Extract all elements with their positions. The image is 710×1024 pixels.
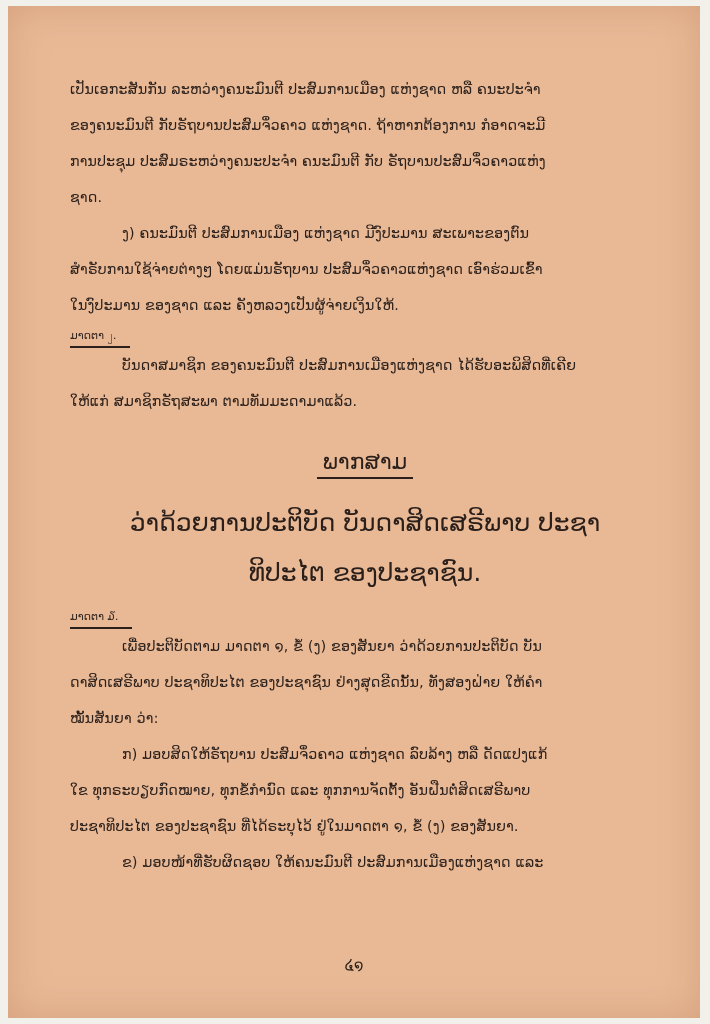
text-line: ເພື່ອປະຕິບັດຕາມ ມາດຕາ ໑, ຂໍ້ (ງ) ຂອງສັນຍາ ວ່າດ້ວຍການປະຕິບັດ ບັນ	[122, 639, 542, 655]
text-line: ການປະຊຸມ ປະສົມຣະຫວ່າງຄນະປະຈຳ ຄນະມົນຕີ ກັບ ຣັຖບານປະສົມຈຶ່ວຄາວແຫ່ງ	[70, 154, 546, 170]
article-3-label: ມາດຕາ ໓.	[70, 607, 132, 629]
text-line: ໃຫ້ແກ່ ສມາຊິກຣັຖສະພາ ຕາມທັມມະດາມາແລ້ວ.	[70, 394, 358, 410]
page-content	[70, 72, 660, 881]
text-line: ໝັ້ນສັນຍາ ວ່າ:	[70, 711, 159, 727]
part-title	[70, 450, 660, 479]
text-line: ເປັນເອກະສັນກັນ ລະຫວ່າງຄນະມົນຕີ ປະສົມການເມືອງ ແຫ່ງຊາດ ຫລື ຄນະປະຈຳ	[70, 82, 541, 98]
page-number: ໔໑	[344, 956, 364, 974]
text-line: ໃນງົປະມານ ຂອງຊາດ ແລະ ຄັງຫລວງເປັນຜູ້ຈ່າຍເງິນໃຫ້.	[70, 298, 400, 314]
text-line: ປະຊາທິປະໄຕ ຂອງປະຊາຊົນ ທີ່ໄດ້ຣະບຸໄວ້ ຢູ່ໃນມາດຕາ ໑, ຂໍ້ (ງ) ຂອງສັນຍາ.	[70, 819, 519, 835]
text-line: ຊາດ.	[70, 190, 103, 206]
chapter-title-line: ທິປະໄຕ ຂອງປະຊາຊົນ.	[248, 558, 482, 587]
text-line: ງ) ຄນະມົນຕີ ປະສົມການເມືອງ ແຫ່ງຊາດ ມີງົປະມານ ສະເພາະຂອງຕົນ	[122, 226, 530, 242]
document-page	[8, 6, 700, 1018]
article-2-label: ມາດຕາ ၂.	[70, 326, 130, 348]
text-line: ໃຂ ທຸກຣະບຽບກົດໝາຍ, ທຸກຂໍ້ກຳນົດ ແລະ ທຸກການຈັດຕັ້ງ ອັນຝືນຕໍ່ສິດເສຣີພາບ	[70, 783, 531, 799]
part-title-text: ພາກສາມ	[317, 450, 413, 479]
text-line: ສຳຣັບການໃຊ້ຈ່າຍຕ່າງໆ ໂດຍແມ່ນຣັຖບານ ປະສົມຈຶ່ວຄາວແຫ່ງຊາດ ເອົາຮ່ວມເຂົ້າ	[70, 262, 543, 278]
text-line: ຂ) ມອບໜ້າທີ່ຮັບຜິດຊອບ ໃຫ້ຄນະມົນຕີ ປະສົມການເມືອງແຫ່ງຊາດ ແລະ	[122, 855, 544, 871]
text-line: ກ) ມອບສິດໃຫ້ຣັຖບານ ປະສົມຈຶ່ວຄາວ ແຫ່ງຊາດ ລົບລ້າງ ຫລື ດັດແປງແກ້	[122, 747, 548, 763]
text-line: ດາສິດເສຣີພາບ ປະຊາທິປະໄຕ ຂອງປະຊາຊົນ ຢ່າງສຸດຂີດນັ້ນ, ທັງສອງຝ່າຍ ໃຫ້ຄຳ	[70, 675, 543, 691]
text-line: ຂອງຄນະມົນຕີ ກັບຣັຖບານປະສົມຈຶ່ວຄາວ ແຫ່ງຊາດ. ຖ້າຫາກຕ້ອງການ ກໍອາດຈະມີ	[70, 118, 546, 134]
chapter-title-line: ວ່າດ້ວຍການປະຕິບັດ ບັນດາສິດເສຣີພາບ ປະຊາ	[129, 508, 601, 537]
text-line: ບັນດາສມາຊິກ ຂອງຄນະມົນຕີ ປະສົມການເມືອງແຫ່ງຊາດ ໄດ້ຮັບອະພິສິດທີ່ເຄີຍ	[122, 358, 577, 374]
